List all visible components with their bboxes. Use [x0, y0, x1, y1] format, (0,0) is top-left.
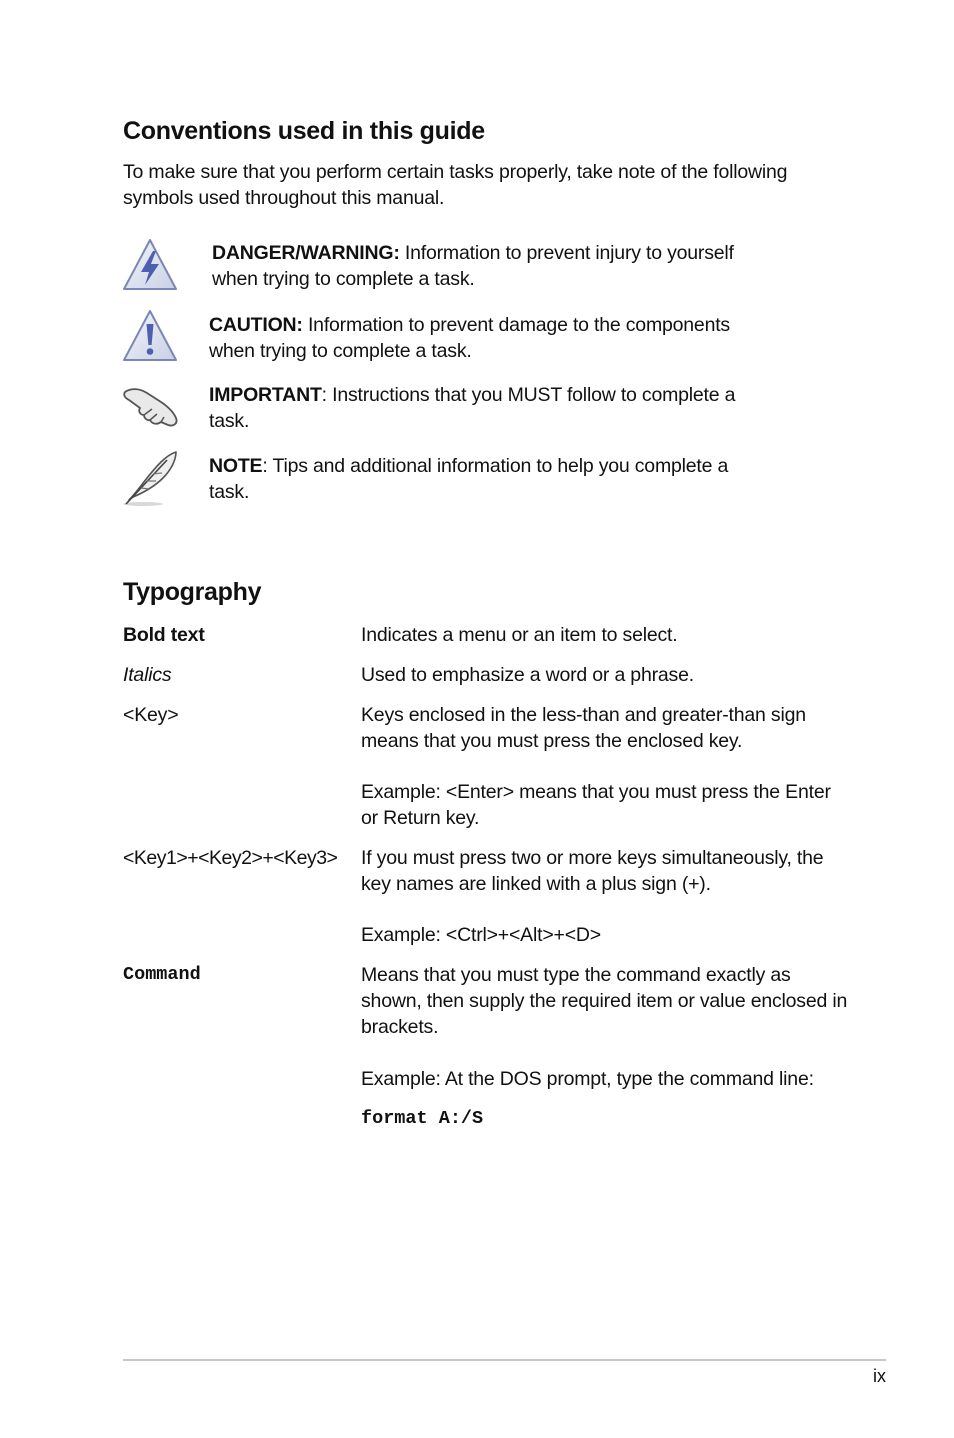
conventions-intro: To make sure that you perform certain tasks properly, take note of the following symbols used throughout this manual. — [123, 161, 788, 209]
notice-label: IMPORTANT — [209, 384, 322, 406]
desc-key-combo: If you must press two or more keys simultaneously, the key names are linked with a plus sign (+). — [361, 847, 824, 895]
notice-text: : Tips and additional information to help you complete a task. — [209, 455, 729, 503]
term-key: <Key> — [123, 704, 179, 726]
footer-divider — [123, 1359, 886, 1361]
notice-text: Information to prevent injury to yourself when trying to complete a task. — [212, 242, 734, 290]
example-key: Example: <Enter> means that you must press the Enter or Return key. — [361, 781, 831, 829]
notice-danger-warning — [212, 240, 772, 292]
desc-command: Means that you must type the command exactly as shown, then supply the required item or value enclosed in brackets. — [361, 964, 848, 1038]
section-title-conventions: Conventions used in this guide — [123, 117, 485, 145]
notice-important — [209, 382, 769, 434]
notice-text: Information to prevent damage to the components when trying to complete a task. — [209, 314, 730, 362]
page-number: ix — [873, 1366, 886, 1386]
example-key-combo: Example: <Ctrl>+<Alt>+<D> — [361, 924, 601, 946]
term-key-combo: <Key1>+<Key2>+<Key3> — [123, 847, 338, 869]
feather-quill-icon — [121, 450, 179, 513]
example-command-code: format A:/S — [361, 1108, 484, 1129]
desc-italics: Used to emphasize a word or a phrase. — [361, 664, 694, 686]
notice-label: NOTE — [209, 455, 263, 477]
example-command: Example: At the DOS prompt, type the command line: — [361, 1068, 814, 1090]
exclamation-caution-icon — [121, 308, 179, 371]
notice-label: DANGER/WARNING: — [212, 242, 400, 264]
section-title-typography: Typography — [123, 578, 262, 606]
notice-caution — [209, 312, 769, 364]
desc-bold-text: Indicates a menu or an item to select. — [361, 624, 678, 646]
notice-text: : Instructions that you MUST follow to complete a task. — [209, 384, 736, 432]
pointing-hand-icon — [121, 378, 179, 441]
notice-note — [209, 453, 769, 505]
notice-label: CAUTION: — [209, 314, 303, 336]
term-command: Command — [123, 964, 201, 985]
term-bold-text: Bold text — [123, 624, 205, 646]
term-italics: Italics — [123, 664, 172, 686]
lightning-warning-icon — [121, 237, 179, 300]
desc-key: Keys enclosed in the less-than and greater-than sign means that you must press the enclosed key. — [361, 704, 806, 752]
